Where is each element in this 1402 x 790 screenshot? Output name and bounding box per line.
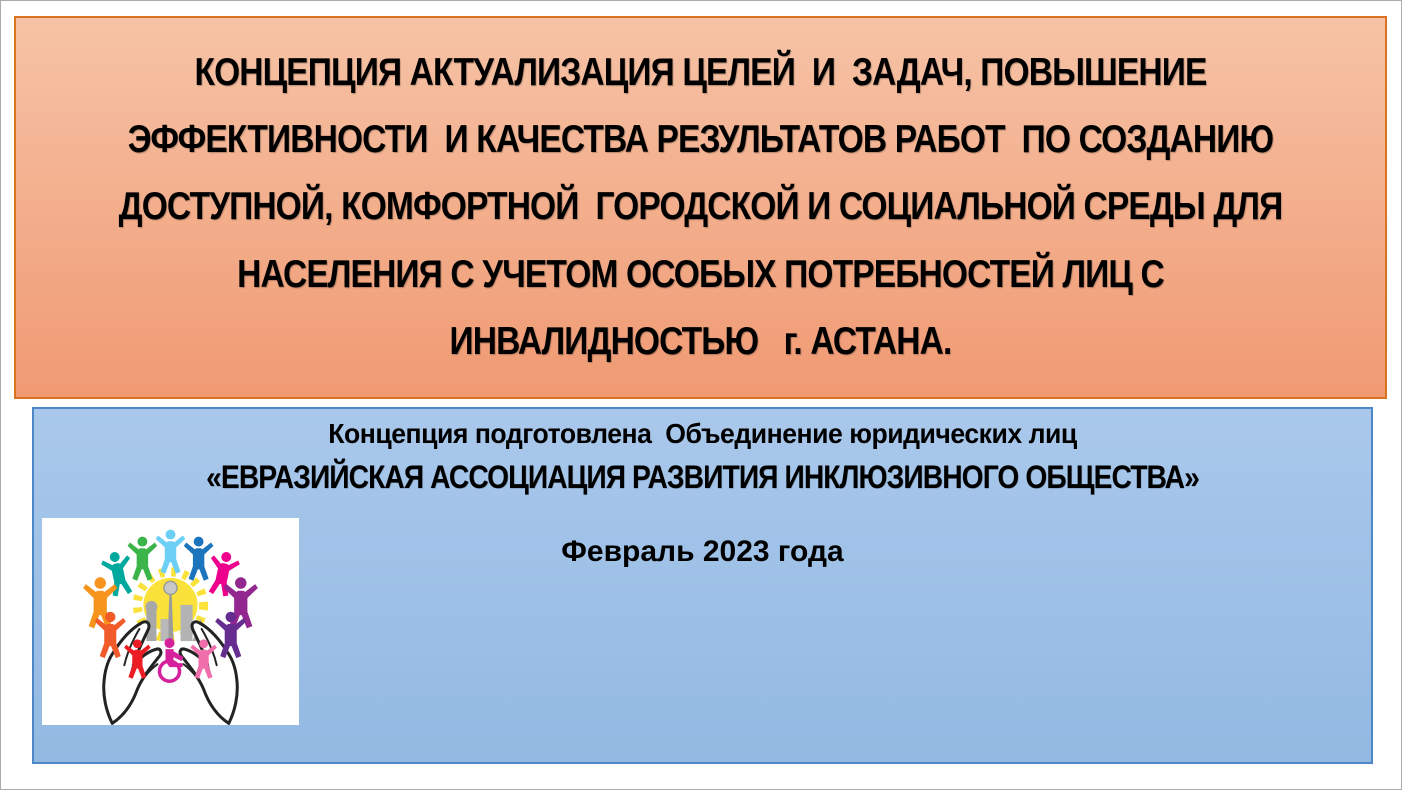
slide-title-line-4: НАСЕЛЕНИЯ С УЧЕТОМ ОСОБЫХ ПОТРЕБНОСТЕЙ ЛИЦ С [237, 252, 1164, 296]
hands-holding-inclusive-community-icon [42, 518, 299, 725]
slide-title-line-1: КОНЦЕПЦИЯ АКТУАЛИЗАЦИЯ ЦЕЛЕЙ И ЗАДАЧ, ПОВЫШЕНИЕ [194, 51, 1207, 95]
association-logo [42, 518, 299, 725]
slide-title-line-2: ЭФФЕКТИВНОСТИ И КАЧЕСТВА РЕЗУЛЬТАТОВ РАБОТ ПО СОЗДАНИЮ [127, 118, 1274, 162]
subtitle-box [32, 407, 1373, 764]
slide-title-line-3: ДОСТУПНОЙ, КОМФОРТНОЙ ГОРОДСКОЙ И СОЦИАЛЬНОЙ СРЕДЫ ДЛЯ [118, 185, 1283, 229]
date-line: Февраль 2023 года [561, 535, 844, 568]
slide-title-line-5: ИНВАЛИДНОСТЬЮ г. АСТАНА. [449, 319, 952, 363]
organization-name-line: «ЕВРАЗИЙСКАЯ АССОЦИАЦИЯ РАЗВИТИЯ ИНКЛЮЗИВНОГО ОБЩЕСТВА» [206, 459, 1199, 495]
prepared-by-line: Концепция подготовлена Объединение юридических лиц [328, 418, 1077, 449]
title-box [14, 16, 1387, 399]
